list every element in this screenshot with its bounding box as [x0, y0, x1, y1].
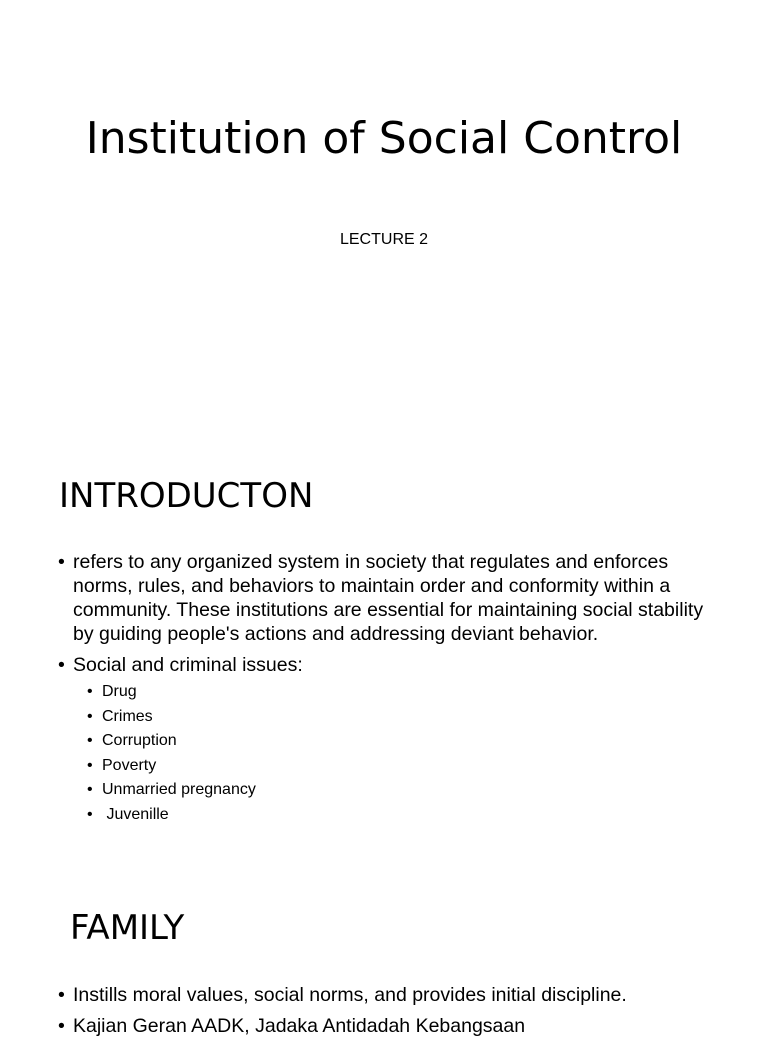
bullet-item	[58, 653, 718, 828]
sub-bullet-text: Corruption	[102, 732, 177, 750]
bullet-icon: •	[58, 551, 65, 573]
family-slide	[0, 880, 768, 1037]
bullet-icon: •	[58, 654, 65, 676]
slide-heading: FAMILY	[70, 908, 185, 948]
bullet-item	[58, 1014, 718, 1038]
presentation-subtitle: LECTURE 2	[339, 231, 429, 248]
bullet-item	[58, 550, 718, 646]
title-slide	[0, 0, 768, 440]
sub-bullet-item	[87, 803, 718, 828]
bullet-list	[58, 983, 718, 1038]
sub-bullet-text: Unmarried pregnancy	[102, 781, 256, 799]
sub-bullet-item	[87, 705, 718, 730]
slide-heading: INTRODUCTON	[59, 476, 314, 516]
introduction-slide	[0, 440, 768, 880]
bullet-icon: •	[87, 707, 93, 725]
bullet-icon: •	[58, 984, 65, 1006]
sub-bullet-text: Drug	[102, 683, 137, 700]
bullet-item	[58, 983, 718, 1007]
slide-content	[58, 550, 718, 835]
bullet-icon: •	[87, 683, 93, 700]
sub-bullet-item	[87, 754, 718, 779]
sub-bullet-item	[87, 778, 718, 803]
bullet-text: Kajian Geran AADK, Jadaka Antidadah Kebangsaan	[73, 1015, 526, 1037]
sub-bullet-text: Crimes	[102, 707, 153, 725]
sub-bullet-item	[87, 680, 718, 705]
bullet-text: Social and criminal issues:	[73, 654, 303, 676]
bullet-text: Instills moral values, social norms, and provides initial discipline.	[73, 984, 627, 1006]
bullet-icon: •	[87, 732, 93, 750]
bullet-icon: •	[58, 1015, 65, 1037]
presentation-title: Institution of Social Control	[85, 113, 683, 164]
bullet-icon: •	[87, 781, 93, 799]
bullet-icon: •	[87, 756, 93, 774]
bullet-list	[58, 550, 718, 828]
sub-bullet-text: Poverty	[102, 756, 157, 774]
bullet-text: refers to any organized system in society that regulates and enforces norms, rules, and behaviors to maintain order and conformity within a community. These institutions are essential for maintaining social stability by guiding people's actions and addressing deviant behavior.	[73, 551, 704, 645]
bullet-icon: •	[87, 805, 93, 823]
slide-content	[58, 983, 718, 1045]
sub-bullet-list	[73, 680, 718, 828]
sub-bullet-item	[87, 729, 718, 754]
sub-bullet-text: Juvenille	[102, 805, 169, 823]
